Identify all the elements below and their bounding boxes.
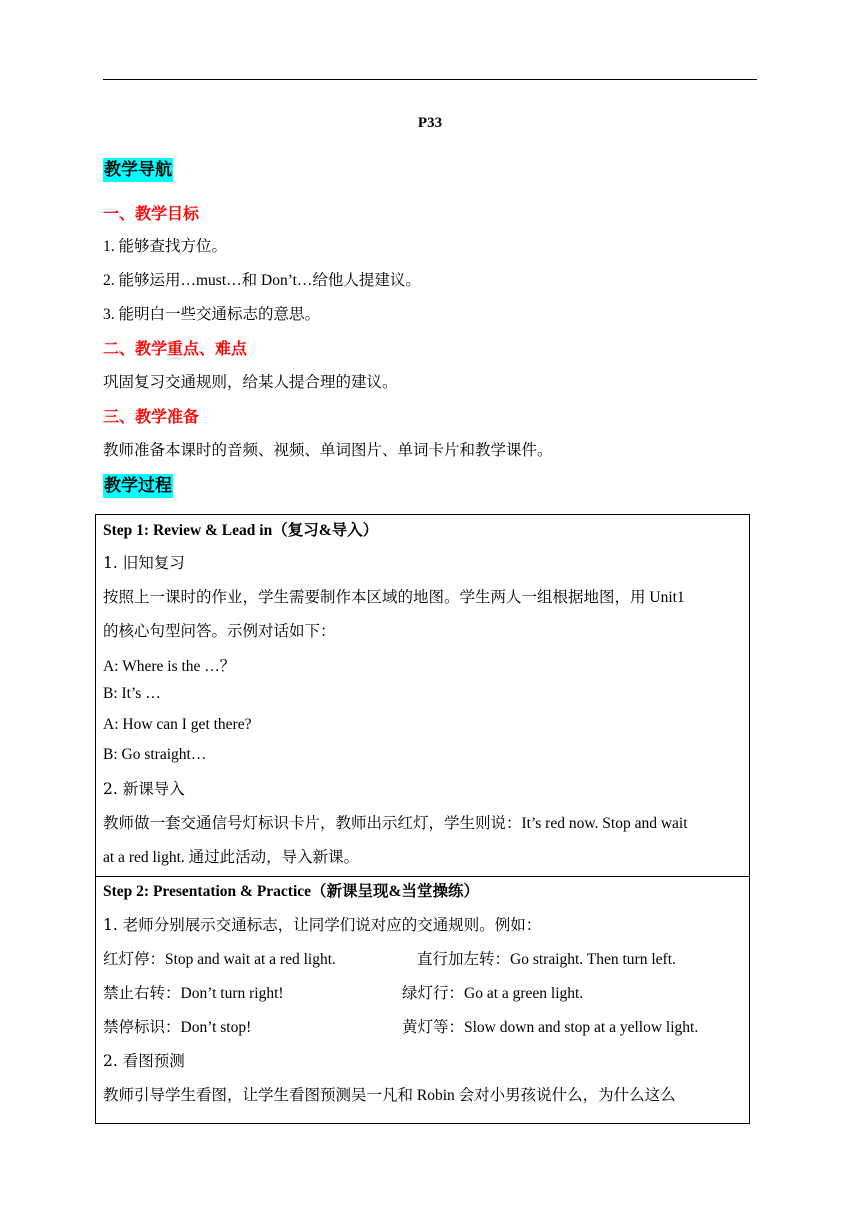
dialog-line: A: Where is the …？ — [103, 658, 236, 675]
step2-title: Step 2: Presentation & Practice（新课呈现&当堂操练） — [103, 883, 479, 900]
page-number: P33 — [417, 115, 443, 131]
section-heading-nav: 教学导航 — [104, 160, 172, 180]
step1-para2-line2: at a red light. 通过此活动，导入新课。 — [103, 849, 360, 866]
section-heading-process: 教学过程 — [104, 476, 172, 496]
rule-left: 禁停标识：Don’t stop! — [103, 1019, 252, 1036]
step2-sub1: 1. 老师分别展示交通标志，让同学们说对应的交通规则。例如： — [103, 916, 542, 934]
step1-sub1: 1. 旧知复习 — [103, 554, 185, 572]
rule-left: 禁止右转：Don’t turn right! — [103, 985, 284, 1002]
prep-text: 教师准备本课时的音频、视频、单词图片、单词卡片和教学课件。 — [103, 441, 553, 459]
header-rule — [103, 79, 757, 80]
step1-sub2: 2. 新课导入 — [103, 780, 185, 798]
rule-right: 直行加左转：Go straight. Then turn left. — [417, 951, 676, 968]
step1-para1-line1: 按照上一课时的作业，学生需要制作本区域的地图。学生两人一组根据地图，用 Unit1 — [103, 589, 685, 606]
objective-item: 1. 能够查找方位。 — [103, 238, 228, 255]
table-row-divider — [95, 876, 750, 877]
step1-para2-line1: 教师做一套交通信号灯标识卡片，教师出示红灯，学生则说：It’s red now. Stop and wait — [103, 815, 688, 832]
step2-sub2: 2. 看图预测 — [103, 1052, 185, 1070]
dialog-line: B: It’s … — [103, 685, 161, 702]
step2-para-line1: 教师引导学生看图，让学生看图预测吴一凡和 Robin 会对小男孩说什么，为什么这么 — [103, 1087, 676, 1104]
key-points-heading: 二、教学重点、难点 — [103, 339, 248, 358]
prep-heading: 三、教学准备 — [103, 407, 200, 426]
dialog-line: A: How can I get there? — [103, 716, 252, 733]
rule-left: 红灯停：Stop and wait at a red light. — [103, 951, 336, 968]
step1-para1-line2: 的核心句型问答。示例对话如下： — [103, 622, 336, 640]
rule-right: 绿灯行：Go at a green light. — [402, 985, 584, 1002]
objective-item: 2. 能够运用…must…和 Don’t…给他人提建议。 — [103, 272, 421, 289]
rule-right: 黄灯等：Slow down and stop at a yellow light. — [402, 1019, 699, 1036]
dialog-line: B: Go straight… — [103, 746, 207, 763]
step1-title: Step 1: Review & Lead in（复习&导入） — [103, 522, 379, 539]
key-points-text: 巩固复习交通规则，给某人提合理的建议。 — [103, 373, 398, 391]
objective-item: 3. 能明白一些交通标志的意思。 — [103, 306, 321, 323]
objectives-heading: 一、教学目标 — [103, 204, 200, 223]
